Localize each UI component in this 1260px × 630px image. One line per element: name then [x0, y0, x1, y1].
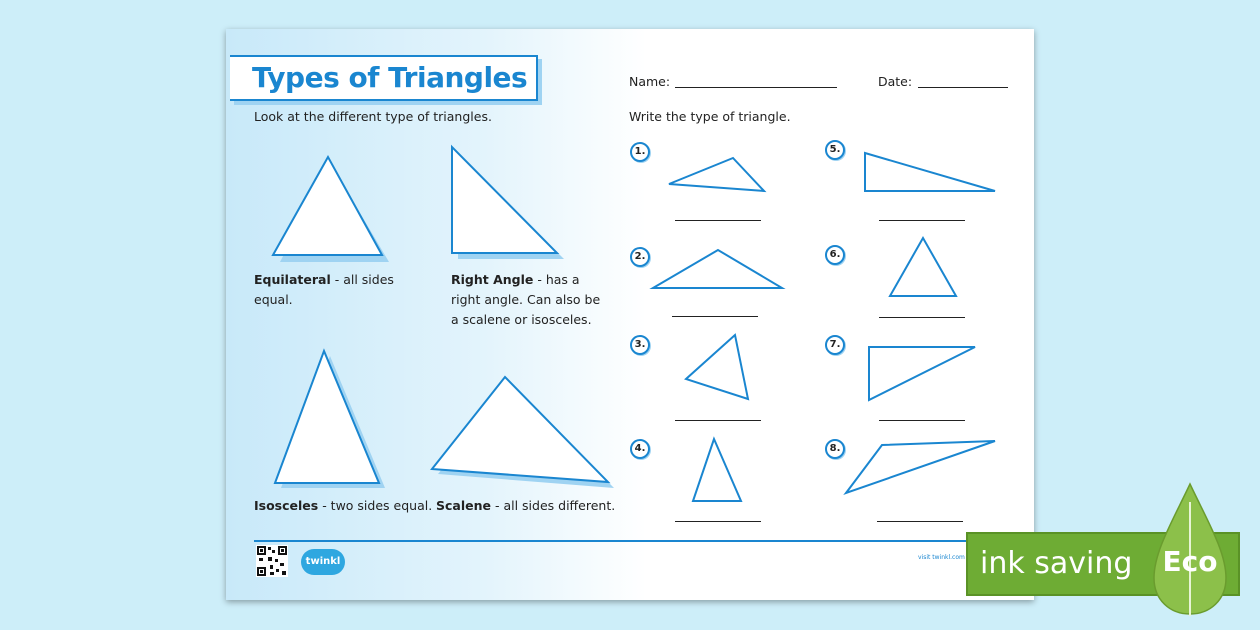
- name-label: Name:: [629, 74, 671, 89]
- scalene-triangle: [432, 377, 614, 488]
- answer-line-4[interactable]: [675, 521, 761, 522]
- answer-line-7[interactable]: [879, 420, 965, 421]
- worksheet-title: Types of Triangles: [252, 61, 528, 94]
- example-label-right-angle: Right Angle - has a right angle. Can also be a scalene or isosceles.: [451, 272, 601, 327]
- footer-url[interactable]: visit twinkl.com: [918, 554, 965, 561]
- eco-label: Eco: [1162, 545, 1218, 578]
- question-1-triangle: [669, 158, 764, 191]
- question-8-triangle: [846, 441, 995, 493]
- qr-code-icon[interactable]: [256, 545, 288, 577]
- question-number-2: 2.: [630, 247, 650, 267]
- question-7-triangle: [869, 347, 975, 400]
- question-2-triangle: [653, 250, 782, 288]
- question-3-triangle: [686, 335, 748, 399]
- instruction-right: Write the type of triangle.: [629, 109, 791, 124]
- answer-line-1[interactable]: [675, 220, 761, 221]
- instruction-left: Look at the different type of triangles.: [254, 109, 492, 124]
- isosceles-triangle: [275, 351, 385, 488]
- ink-saving-label: ink saving: [980, 546, 1133, 581]
- answer-line-3[interactable]: [675, 420, 761, 421]
- worksheet: [226, 29, 1034, 600]
- question-6-triangle: [890, 238, 956, 296]
- question-number-1: 1.: [630, 142, 650, 162]
- date-label: Date:: [878, 74, 913, 89]
- right-angle-triangle: [452, 147, 564, 259]
- question-number-8: 8.: [825, 439, 845, 459]
- equilateral-triangle: [273, 157, 389, 262]
- question-number-4: 4.: [630, 439, 650, 459]
- footer-divider: [254, 540, 1012, 542]
- example-label-scalene: Scalene - all sides different.: [436, 498, 616, 513]
- answer-line-5[interactable]: [879, 220, 965, 221]
- answer-line-8[interactable]: [877, 521, 963, 522]
- question-5-triangle: [865, 153, 995, 191]
- answer-line-2[interactable]: [672, 316, 758, 317]
- question-4-triangle: [693, 439, 741, 501]
- question-number-6: 6.: [825, 245, 845, 265]
- question-number-7: 7.: [825, 335, 845, 355]
- example-label-isosceles: Isosceles - two sides equal.: [254, 498, 433, 513]
- question-number-5: 5.: [825, 140, 845, 160]
- answer-line-6[interactable]: [879, 317, 965, 318]
- twinkl-logo: twinkl: [301, 549, 345, 575]
- question-number-3: 3.: [630, 335, 650, 355]
- example-label-equilateral: Equilateral - all sides equal.: [254, 272, 394, 307]
